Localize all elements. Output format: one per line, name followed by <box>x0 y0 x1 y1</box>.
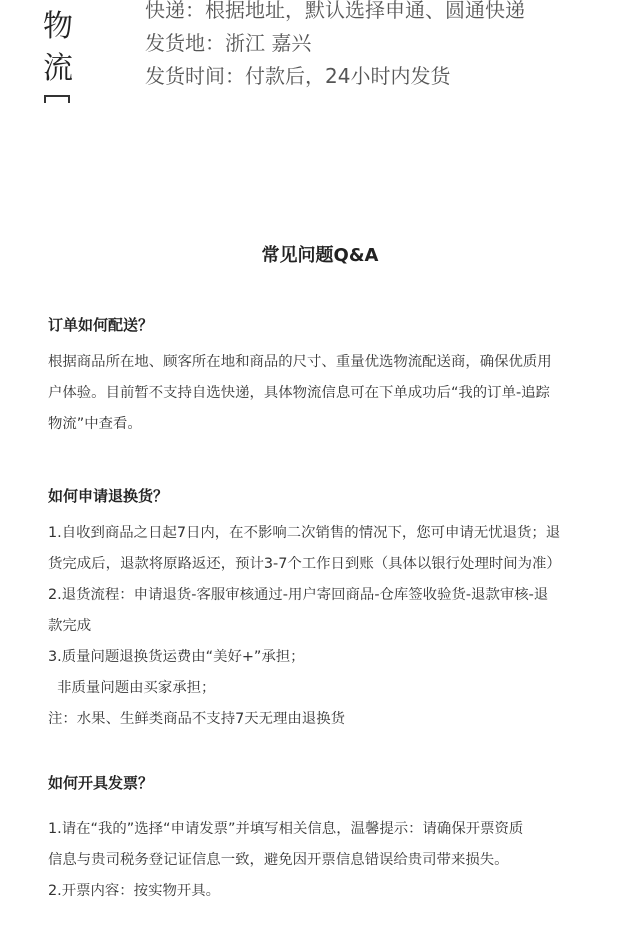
answer-line: 款完成 <box>48 618 92 634</box>
bracket-decoration-icon <box>44 95 70 103</box>
answer-line: 非质量问题由买家承担； <box>48 680 216 696</box>
side-title-char-1: 物 <box>43 9 73 44</box>
side-title-char-2: 流 <box>43 51 73 86</box>
answer-line: 货完成后，退款将原路返还，预计3-7个工作日到账（具体以银行处理时间为准） <box>48 556 561 572</box>
qa-title: 常见问题Q&A <box>261 245 379 266</box>
answer-delivery <box>48 347 608 440</box>
answer-line: 2.退货流程：申请退货-客服审核通过-用户寄回商品-仓库签收验货-退款审核-退 <box>48 587 549 603</box>
answer-returns <box>48 518 608 735</box>
shipping-time-line: 发货时间：付款后，24小时内发货 <box>145 64 451 88</box>
answer-line: 信息与贵司税务登记证信息一致，避免因开票信息错误给贵司带来损失。 <box>48 852 509 868</box>
shipping-courier-line: 快递：根据地址，默认选择申通、圆通快递 <box>145 0 525 22</box>
question-invoice: 如何开具发票？ <box>48 774 154 792</box>
answer-line: 1.自收到商品之日起7日内，在不影响二次销售的情况下，您可申请无忧退货；退 <box>48 525 561 541</box>
answer-line: 户体验。目前暂不支持自选快递，具体物流信息可在下单成功后“我的订单-追踪 <box>48 385 550 401</box>
answer-line: 2.开票内容：按实物开具。 <box>48 883 221 899</box>
answer-line: 1.请在“我的”选择“申请发票”并填写相关信息，温馨提示：请确保开票资质 <box>48 821 524 837</box>
answer-line: 物流”中查看。 <box>48 416 142 432</box>
answer-invoice <box>48 814 608 907</box>
logistics-section <box>0 0 640 120</box>
answer-line: 3.质量问题退换货运费由“美好+”承担； <box>48 649 305 665</box>
logistics-side-title <box>38 6 78 90</box>
shipping-info <box>145 0 525 93</box>
answer-line: 根据商品所在地、顾客所在地和商品的尺寸、重量优选物流配送商，确保优质用 <box>48 354 552 370</box>
question-delivery: 订单如何配送？ <box>48 316 154 334</box>
question-returns: 如何申请退换货？ <box>48 487 169 505</box>
answer-line: 注：水果、生鲜类商品不支持7天无理由退换货 <box>48 711 345 727</box>
shipping-origin-line: 发货地：浙江 嘉兴 <box>145 31 312 55</box>
